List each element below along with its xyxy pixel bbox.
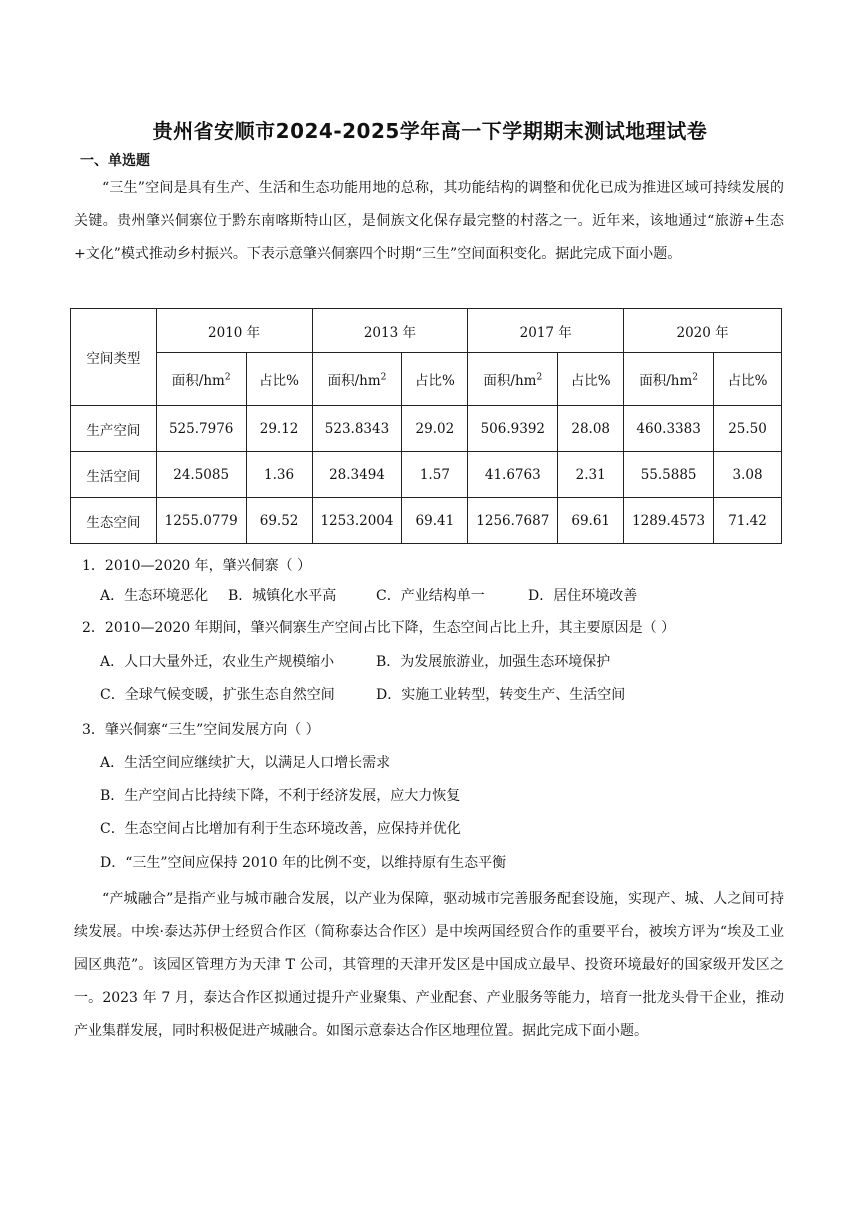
question-1-option-a: A．生态环境恶化	[100, 588, 209, 604]
question-1-stem: 1．2010—2020 年，肇兴侗寨（ ）	[82, 558, 312, 574]
table-row	[71, 498, 782, 544]
year-header: 2017 年	[468, 309, 624, 353]
table-cell: 28.08	[558, 406, 624, 452]
table-cell: 25.50	[714, 406, 782, 452]
table-cell: 71.42	[714, 498, 782, 544]
row-label: 生产空间	[71, 406, 157, 452]
row-label: 生态空间	[71, 498, 157, 544]
area-header: 面积$/hm^2$	[468, 353, 558, 406]
subheader-row	[71, 353, 782, 406]
table-cell: 55.5885	[624, 452, 714, 498]
table-cell: 69.41	[402, 498, 468, 544]
sansheng-space-table	[70, 308, 782, 544]
question-2-option-d: D．实施工业转型，转变生产、生活空间	[376, 687, 626, 703]
area-header: 面积$/hm^2$	[624, 353, 714, 406]
pct-header: 占比%	[402, 353, 468, 406]
table-cell: 523.8343	[312, 406, 402, 452]
table-cell: 41.6763	[468, 452, 558, 498]
table-cell: 525.7976	[156, 406, 246, 452]
question-2-stem: 2．2010—2020 年期间，肇兴侗寨生产空间占比下降，生态空间占比上升，其主要原因是（ ）	[82, 620, 676, 636]
question-3-option-c: C．生态空间占比增加有利于生态环境改善，应保持并优化	[100, 821, 461, 837]
question-2-option-c: C．全球气候变暖，扩张生态自然空间	[100, 687, 335, 703]
table-cell: 2.31	[558, 452, 624, 498]
table-cell: 24.5085	[156, 452, 246, 498]
table-cell: 1255.0779	[156, 498, 246, 544]
page-title: 贵州省安顺市2024-2025学年高一下学期期末测试地理试卷	[152, 119, 708, 143]
year-header: 2020 年	[624, 309, 782, 353]
pct-header: 占比%	[246, 353, 312, 406]
table-cell: 29.12	[246, 406, 312, 452]
table-row	[71, 406, 782, 452]
question-2-option-a: A．人口大量外迁，农业生产规模缩小	[100, 654, 335, 670]
table-cell: 506.9392	[468, 406, 558, 452]
section-heading: 一、单选题	[80, 153, 150, 169]
question-1-option-c: C．产业结构单一	[376, 588, 485, 604]
area-header: 面积$/hm^2$	[312, 353, 402, 406]
year-header: 2013 年	[312, 309, 468, 353]
question-3-option-d: D．“三生”空间应保持 2010 年的比例不变，以维持原有生态平衡	[100, 855, 507, 871]
table-cell: 1256.7687	[468, 498, 558, 544]
table-row	[71, 452, 782, 498]
table-cell: 69.61	[558, 498, 624, 544]
table-cell: 28.3494	[312, 452, 402, 498]
row-label: 生活空间	[71, 452, 157, 498]
question-3-option-b: B．生产空间占比持续下降，不利于经济发展，应大力恢复	[100, 788, 461, 804]
question-3-option-a: A．生活空间应继续扩大，以满足人口增长需求	[100, 755, 391, 771]
table-cell: 1253.2004	[312, 498, 402, 544]
table-cell: 460.3383	[624, 406, 714, 452]
pct-header: 占比%	[714, 353, 782, 406]
question-1-option-b: B．城镇化水平高	[228, 588, 337, 604]
intro-paragraph-1: “三生”空间是具有生产、生活和生态功能用地的总称，其功能结构的调整和优化已成为推进区域可持续发展的关键。贵州肇兴侗寨位于黔东南喀斯特山区，是侗族文化保存最完整的村落之一。近年来，该地通过“旅游+生态+文化”模式推动乡村振兴。下表示意肇兴侗寨四个时期“三生”空间面积变化。据此完成下面小题。	[74, 180, 784, 262]
table-cell: 29.02	[402, 406, 468, 452]
question-1-option-d: D．居住环境改善	[528, 588, 638, 604]
area-header: 面积$/hm^2$	[156, 353, 246, 406]
table-cell: 1289.4573	[624, 498, 714, 544]
table-cell: 69.52	[246, 498, 312, 544]
type-header: 空间类型	[71, 309, 157, 406]
table-cell: 1.36	[246, 452, 312, 498]
table-cell: 1.57	[402, 452, 468, 498]
question-3-stem: 3．肇兴侗寨“三生”空间发展方向（ ）	[82, 722, 320, 738]
table-cell: 3.08	[714, 452, 782, 498]
intro-paragraph-2: “产城融合”是指产业与城市融合发展，以产业为保障，驱动城市完善服务配套设施，实现产、城、人之间可持续发展。中埃·泰达苏伊士经贸合作区（简称泰达合作区）是中埃两国经贸合作的重要平台，被埃方评为“埃及工业园区典范”。该园区管理方为天津 T 公司，其管理的天津开发区是中国成立最早、投资环境最好的国家级开发区之一。2023 年 7 月，泰达合作区拟通过提升产业聚集、产业配套、产业服务等能力，培育一批龙头骨干企业，推动产业集群发展，同时积极促进产城融合。如图示意泰达合作区地理位置。据此完成下面小题。	[74, 891, 784, 1039]
pct-header: 占比%	[558, 353, 624, 406]
question-2-option-b: B．为发展旅游业，加强生态环境保护	[376, 654, 611, 670]
year-header: 2010 年	[156, 309, 312, 353]
